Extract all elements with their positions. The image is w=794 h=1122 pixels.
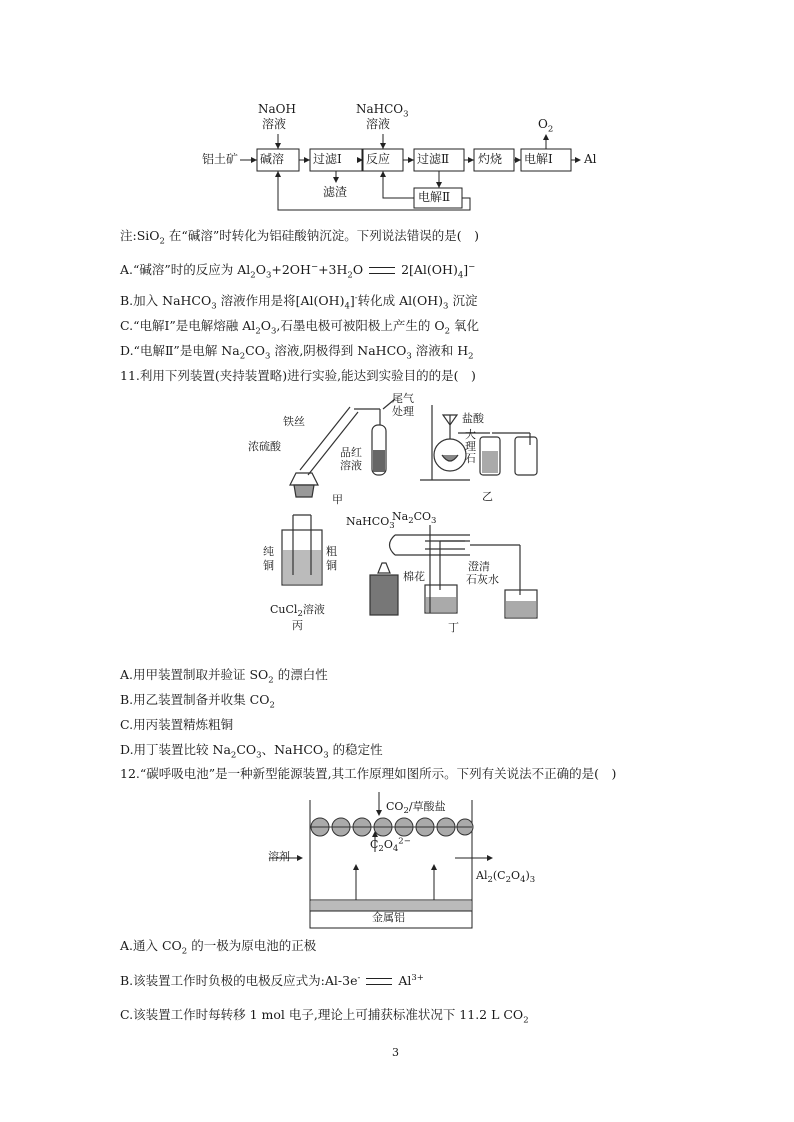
pure-cu-label-2: 铜 [263,559,274,572]
pinhong-label-2: 溶液 [340,459,362,472]
q12-stem: 12.“碳呼吸电池”是一种新型能源装置,其工作原理如图所示。下列有关说法不正确的是( ) [120,766,617,781]
nahco3-solution-label: 溶液 [366,117,391,131]
q12-option-a: A.通入 $CO_2$ 的一极为原电池的正极 [120,938,317,957]
fig-bing-label: 丙 [292,619,303,632]
crude-cu-label-2: 铜 [326,559,337,572]
na2co3-tube-label: $Na_2CO_3$ [392,510,437,527]
alkali-box-label: 碱溶 [260,152,285,166]
hcl-label: 盐酸 [462,412,484,425]
q10-option-d: D.“电解Ⅱ”是电解 $Na_2CO_3$ 溶液,阴极得到 NaHCO$_3$ 溶液和 $H_2$ [120,343,474,362]
nahco3-label: NaHCO$_3$ [356,102,409,120]
pinhong-label: 品红 [340,446,362,459]
naoh-label: NaOH [258,102,296,116]
fig-ding-label: 丁 [448,621,459,634]
product-label: $Al_2(C_2O_4)_3$ [476,869,536,886]
tail-gas-label-2: 处理 [392,405,414,418]
nahco3-tube-label: NaHCO$_3$ [346,515,395,532]
limewater-label-1: 澄清 [468,560,490,573]
equals-sign [369,267,395,274]
q10-note: 注:SiO$_2$ 在“碱溶”时转化为铝硅酸钠沉淀。下列说法错误的是( ) [120,228,479,247]
q11-stem: 11.利用下列装置(夹持装置略)进行实验,能达到实验目的的是( ) [120,368,476,383]
q10-option-a: A.“碱溶”时的反应为 $Al_2O_3+2OH^-+3H_2O$ $2[Al(OH)_4]^-$ [120,261,476,281]
oxalate-ion-label: $C_2O_4^{2-}$ [370,836,411,855]
ore-label: 铝土矿 [202,152,239,166]
marble-label-3: 石 [465,452,476,465]
co2-oxalate-label: $CO_2/$草酸盐 [386,800,446,817]
q12-option-c: C.该装置工作时每转移 1 mol 电子,理论上可捕获标准状况下 11.2 L $CO_2$ [120,1007,529,1026]
al-product-label: Al [584,152,597,166]
limewater-label-2: 石灰水 [466,573,499,586]
filter2-box-label: 过滤Ⅱ [417,152,450,166]
burn-box-label: 灼烧 [478,152,503,166]
q11-option-d: D.用丁装置比较 $Na_2CO_3$、NaHCO$_3$ 的稳定性 [120,742,383,761]
marble-label-2: 理 [465,440,476,453]
q11-option-b: B.用乙装置制备并收集 $CO_2$ [120,692,275,711]
naoh-solution-label: 溶液 [262,117,287,131]
fig-jia-label: 甲 [332,493,343,506]
page-number: 3 [392,1046,399,1059]
metal-al-label: 金属铝 [372,911,405,924]
filter1-box-label: 过滤Ⅰ [313,152,342,166]
elec2-box-label: 电解Ⅱ [418,190,451,204]
crude-cu-label-1: 粗 [326,545,337,558]
q11-option-a: A.用甲装置制取并验证 $SO_2$ 的漂白性 [120,667,328,686]
solvent-label: 溶剂 [268,850,290,863]
cucl2-label: CuCl$_2$溶液 [270,603,325,620]
residue-label: 滤渣 [323,185,348,199]
fig-yi-label: 乙 [482,490,493,503]
equals-sign [366,978,392,985]
elec1-box-label: 电解Ⅰ [524,152,553,166]
tail-gas-label: 尾气 [392,392,414,405]
iron-wire-label: 铁丝 [283,415,305,428]
q11-option-c: C.用丙装置精炼粗铜 [120,717,234,732]
cotton-label: 棉花 [403,570,425,583]
conc-acid-label: 浓硫酸 [248,440,281,453]
marble-label-1: 大 [465,428,476,441]
q12-option-b: B.该装置工作时负极的电极反应式为:Al-3e- $Al^{3+}$ [120,972,424,988]
pure-cu-label-1: 纯 [263,545,274,558]
react-box-label: 反应 [366,152,391,166]
q10-option-c: C.“电解Ⅰ”是电解熔融 $Al_2O_3$,石墨电极可被阳极上产生的 $O_2$ 氧化 [120,318,480,337]
q10-option-b: B.加入 NaHCO$_3$ 溶液作用是将$[Al(OH)_4]^-$转化成 $Al(OH)_3$ 沉淀 [120,292,478,312]
o2-label: $O_2$ [538,117,554,135]
